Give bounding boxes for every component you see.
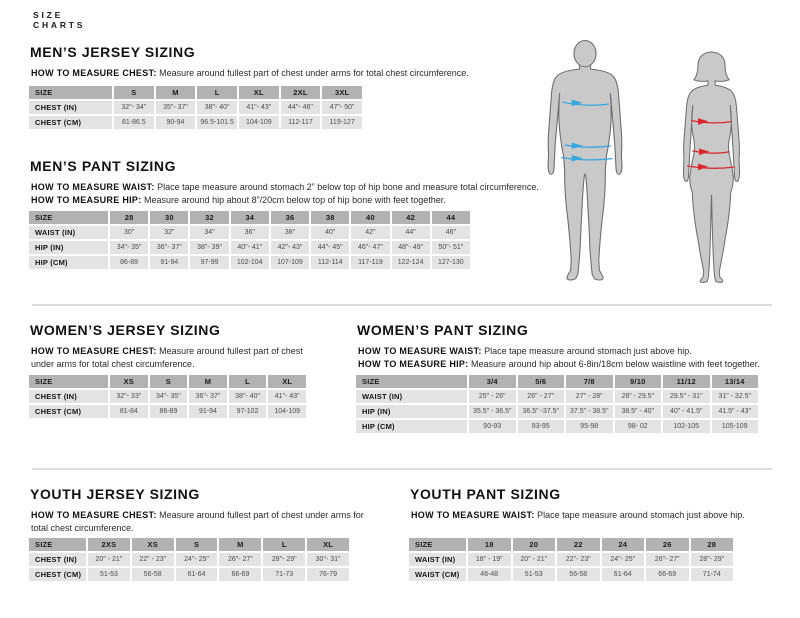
row-label: CHEST (CM): [29, 405, 108, 418]
size-cell: 40" - 41.5": [663, 405, 710, 418]
size-cell: 29.5" - 31": [663, 390, 710, 403]
column-header: XL: [268, 375, 306, 388]
column-header: 3XL: [322, 86, 362, 99]
column-header: 26: [646, 538, 689, 551]
size-cell: 104-109: [268, 405, 306, 418]
size-cell: 40"- 41": [231, 241, 269, 254]
column-header: S: [114, 86, 154, 99]
size-cell: 81-86.5: [114, 116, 154, 129]
column-header: 28: [110, 211, 148, 224]
corner-header: SIZE: [29, 211, 108, 224]
size-cell: 117-119: [351, 256, 389, 269]
column-header: 44: [432, 211, 470, 224]
table-row: [409, 568, 733, 581]
size-cell: 56-58: [557, 568, 600, 581]
howto-text: Measure around hip about 6-8in/18cm below waistline with feet together.: [468, 359, 760, 369]
size-cell: 104-109: [239, 116, 279, 129]
howto-mens-pant-waist: [31, 181, 539, 194]
row-label: CHEST (CM): [29, 568, 86, 581]
corner-header: SIZE: [29, 538, 86, 551]
size-cell: 95-98: [566, 420, 613, 433]
section-title-womens-pant: WOMEN’S PANT SIZING: [357, 322, 529, 338]
size-cell: 107-109: [271, 256, 309, 269]
howto-mens-jersey-chest: [31, 67, 469, 80]
column-header: 38: [311, 211, 349, 224]
column-header: 7/8: [566, 375, 613, 388]
male-body-shape: [548, 62, 622, 280]
size-cell: 127-130: [432, 256, 470, 269]
row-label: CHEST (IN): [29, 101, 112, 114]
howto-text: Measure around hip about 8”/20cm below top of hip bone with feet together.: [141, 195, 446, 205]
column-header: 34: [231, 211, 269, 224]
size-cell: 112-117: [281, 116, 321, 129]
size-cell: 50"- 51": [432, 241, 470, 254]
howto-label: HOW TO MEASURE HIP:: [358, 359, 469, 369]
section-title-mens-jersey: MEN’S JERSEY SIZING: [30, 44, 196, 60]
size-cell: 30"- 31": [307, 553, 349, 566]
column-header: 9/10: [615, 375, 662, 388]
size-cell: 76-79: [307, 568, 349, 581]
table-row: [29, 390, 306, 403]
howto-text: Place tape measure around stomach just above hip.: [534, 510, 745, 520]
size-cell: 97-102: [229, 405, 267, 418]
size-cell: 28"- 29": [263, 553, 305, 566]
size-cell: 98- 02: [615, 420, 662, 433]
section-title-youth-pant: YOUTH PANT SIZING: [410, 486, 561, 502]
table-row: [29, 568, 349, 581]
size-cell: 36.5" -37.5": [518, 405, 565, 418]
size-cell: 61-64: [602, 568, 645, 581]
size-cell: 32": [150, 226, 188, 239]
corner-header: SIZE: [29, 375, 108, 388]
row-label: WAIST (IN): [356, 390, 467, 403]
section-title-mens-pant: MEN’S PANT SIZING: [30, 158, 177, 174]
howto-label: HOW TO MEASURE CHEST:: [31, 510, 157, 520]
size-cell: 47"- 50": [322, 101, 362, 114]
size-cell: 56-58: [132, 568, 174, 581]
table-row: [29, 405, 306, 418]
column-header: 36: [271, 211, 309, 224]
table-row: [409, 553, 733, 566]
column-header: 22: [557, 538, 600, 551]
size-cell: 46-48: [468, 568, 511, 581]
brand-line-1: SIZE: [33, 10, 64, 20]
column-header: 5/6: [518, 375, 565, 388]
size-cell: 20" - 21": [513, 553, 556, 566]
column-header: L: [229, 375, 267, 388]
column-header: S: [176, 538, 218, 551]
size-cell: 90-93: [469, 420, 516, 433]
column-header: M: [189, 375, 227, 388]
size-cell: 91-94: [189, 405, 227, 418]
column-header: XS: [110, 375, 148, 388]
size-cell: 22"- 23": [557, 553, 600, 566]
size-cell: 66-69: [646, 568, 689, 581]
column-header: M: [156, 86, 196, 99]
size-cell: 24"- 25": [602, 553, 645, 566]
size-cell: 35"- 37": [156, 101, 196, 114]
size-cell: 42": [351, 226, 389, 239]
table-row: [29, 553, 349, 566]
row-label: WAIST (IN): [29, 226, 108, 239]
size-cell: 112-114: [311, 256, 349, 269]
size-cell: 36"- 37": [189, 390, 227, 403]
section-title-womens-jersey: WOMEN’S JERSEY SIZING: [30, 322, 221, 338]
table-row: [29, 241, 470, 254]
size-cell: 26" - 27": [518, 390, 565, 403]
howto-youth-jersey-chest: [31, 509, 376, 535]
column-header: 32: [190, 211, 228, 224]
column-header: 18: [468, 538, 511, 551]
size-cell: 34"- 35": [110, 241, 148, 254]
mens-pant-size-table: [27, 209, 472, 271]
column-header: M: [219, 538, 261, 551]
table-row: [356, 405, 758, 418]
size-cell: 34": [190, 226, 228, 239]
size-cell: 40": [311, 226, 349, 239]
size-cell: 96.5-101.5: [197, 116, 237, 129]
table-row: [29, 101, 362, 114]
column-header: 40: [351, 211, 389, 224]
howto-text: Measure around fullest part of chest under arms for total chest circumference.: [31, 346, 303, 369]
row-label: WAIST (IN): [409, 553, 466, 566]
size-cell: 46": [432, 226, 470, 239]
size-cell: 86-89: [150, 405, 188, 418]
howto-text: Measure around fullest part of chest under arms for total chest circumference.: [156, 68, 469, 78]
column-header: XS: [132, 538, 174, 551]
row-label: CHEST (IN): [29, 553, 86, 566]
size-cell: 31" - 32.5": [712, 390, 759, 403]
size-cell: 24"- 25": [176, 553, 218, 566]
row-label: CHEST (CM): [29, 116, 112, 129]
howto-text: Place tape measure around stomach just above hip.: [481, 346, 692, 356]
size-cell: 18" - 19": [468, 553, 511, 566]
youth-jersey-size-table: [27, 536, 351, 583]
row-label: HIP (IN): [356, 405, 467, 418]
size-cell: 25" - 26": [469, 390, 516, 403]
howto-text: Place tape measure around stomach 2” below top of hip bone and measure total circumference.: [154, 182, 539, 192]
womens-jersey-size-table: [27, 373, 308, 420]
male-head-shape: [574, 40, 596, 66]
howto-womens-pant-waist: [358, 345, 692, 358]
size-cell: 90-94: [156, 116, 196, 129]
size-cell: 26"- 27": [219, 553, 261, 566]
size-cell: 38"- 40": [229, 390, 267, 403]
youth-pant-size-table: [407, 536, 735, 583]
howto-text: Measure around fullest part of chest under arms for total chest circumference.: [31, 510, 364, 533]
female-silhouette-diagram: [671, 51, 752, 283]
size-cell: 37.5" - 38.5": [566, 405, 613, 418]
size-cell: 91-94: [150, 256, 188, 269]
row-label: WAIST (CM): [409, 568, 466, 581]
size-cell: 36": [231, 226, 269, 239]
column-header: 42: [392, 211, 430, 224]
size-cell: 44": [392, 226, 430, 239]
section-divider-bottom: [32, 468, 772, 470]
column-header: 20: [513, 538, 556, 551]
column-header: 13/14: [712, 375, 759, 388]
size-cell: 51-53: [88, 568, 130, 581]
column-header: S: [150, 375, 188, 388]
size-cell: 32"- 33": [110, 390, 148, 403]
size-cell: 105-109: [712, 420, 759, 433]
size-cell: 97-99: [190, 256, 228, 269]
column-header: XL: [239, 86, 279, 99]
howto-label: HOW TO MEASURE WAIST:: [31, 182, 155, 192]
section-divider-top: [32, 304, 772, 306]
table-row: [29, 116, 362, 129]
size-cell: 36"- 37": [150, 241, 188, 254]
howto-label: HOW TO MEASURE CHEST:: [31, 68, 157, 78]
size-cell: 61-64: [176, 568, 218, 581]
size-cell: 38"- 40": [197, 101, 237, 114]
size-cell: 86-89: [110, 256, 148, 269]
size-cell: 81-84: [110, 405, 148, 418]
size-cell: 28"- 29": [691, 553, 734, 566]
size-cell: 30": [110, 226, 148, 239]
womens-pant-size-table: [354, 373, 760, 435]
size-cell: 44"- 45": [311, 241, 349, 254]
column-header: L: [197, 86, 237, 99]
size-cell: 122-124: [392, 256, 430, 269]
column-header: 28: [691, 538, 734, 551]
male-silhouette-diagram: [542, 39, 628, 284]
table-row: [29, 256, 470, 269]
size-cell: 32"- 34": [114, 101, 154, 114]
size-cell: 51-53: [513, 568, 556, 581]
size-cell: 119-127: [322, 116, 362, 129]
size-cell: 71-74: [691, 568, 734, 581]
howto-mens-pant-hip: [31, 194, 446, 207]
column-header: 11/12: [663, 375, 710, 388]
size-cell: 20" - 21": [88, 553, 130, 566]
size-cell: 38": [271, 226, 309, 239]
row-label: HIP (IN): [29, 241, 108, 254]
table-row: [356, 390, 758, 403]
size-cell: 41.5" - 43": [712, 405, 759, 418]
size-cell: 48"- 49": [392, 241, 430, 254]
table-row: [29, 226, 470, 239]
column-header: XL: [307, 538, 349, 551]
size-cell: 102-104: [231, 256, 269, 269]
corner-header: SIZE: [356, 375, 467, 388]
howto-label: HOW TO MEASURE WAIST:: [358, 346, 482, 356]
size-cell: 66-69: [219, 568, 261, 581]
size-cell: 22" - 23": [132, 553, 174, 566]
size-cell: 71-73: [263, 568, 305, 581]
size-cell: 38.5" - 40": [615, 405, 662, 418]
column-header: L: [263, 538, 305, 551]
column-header: 2XS: [88, 538, 130, 551]
row-label: HIP (CM): [356, 420, 467, 433]
size-cell: 27" - 28": [566, 390, 613, 403]
size-cell: 102-105: [663, 420, 710, 433]
size-cell: 38"- 39": [190, 241, 228, 254]
howto-womens-jersey-chest: [31, 345, 326, 371]
column-header: 30: [150, 211, 188, 224]
howto-youth-pant-waist: [411, 509, 745, 522]
size-cell: 42"- 43": [271, 241, 309, 254]
section-title-youth-jersey: YOUTH JERSEY SIZING: [30, 486, 200, 502]
size-cell: 41"- 43": [268, 390, 306, 403]
column-header: 3/4: [469, 375, 516, 388]
size-cell: 26"- 27": [646, 553, 689, 566]
size-cell: 34"- 35": [150, 390, 188, 403]
column-header: 2XL: [281, 86, 321, 99]
corner-header: SIZE: [409, 538, 466, 551]
row-label: CHEST (IN): [29, 390, 108, 403]
table-row: [356, 420, 758, 433]
brand-line-2: CHARTS: [33, 20, 86, 30]
howto-label: HOW TO MEASURE HIP:: [31, 195, 142, 205]
size-cell: 44"- 46": [281, 101, 321, 114]
size-cell: 35.5" - 36.5": [469, 405, 516, 418]
howto-label: HOW TO MEASURE CHEST:: [31, 346, 157, 356]
size-cell: 93-95: [518, 420, 565, 433]
size-cell: 41"- 43": [239, 101, 279, 114]
corner-header: SIZE: [29, 86, 112, 99]
size-cell: 28" - 29.5": [615, 390, 662, 403]
row-label: HIP (CM): [29, 256, 108, 269]
size-cell: 46"- 47": [351, 241, 389, 254]
howto-label: HOW TO MEASURE WAIST:: [411, 510, 535, 520]
brand-logo: [33, 10, 85, 30]
howto-womens-pant-hip: [358, 358, 760, 371]
column-header: 24: [602, 538, 645, 551]
mens-jersey-size-table: [27, 84, 364, 131]
